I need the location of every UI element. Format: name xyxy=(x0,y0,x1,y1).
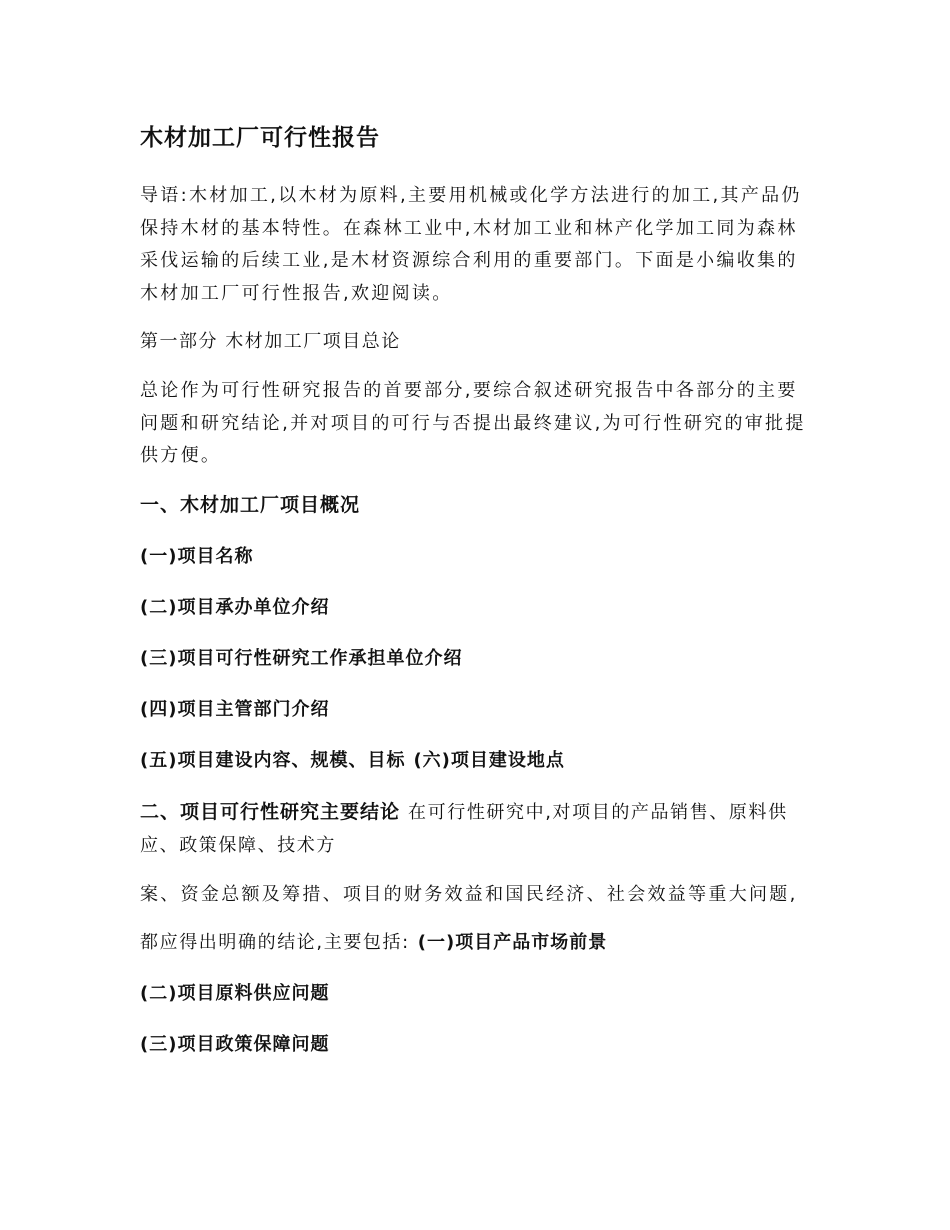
intro-paragraph: 导语:木材加工,以木材为原料,主要用机械或化学方法进行的加工,其产品仍保持木材的基本特性。在森林工业中,木材加工业和林产化学加工同为森林采伐运输的后续工业,是木材资源综合利用的重要部门。下面是小编收集的木材加工厂可行性报告,欢迎阅读。 xyxy=(140,185,802,304)
conclusion-item-1: (一)项目产品市场前景 xyxy=(417,932,608,953)
part-heading: 第一部分 木材加工厂项目总论 xyxy=(140,331,401,352)
document-title: 木材加工厂可行性报告 xyxy=(140,125,380,151)
summary-paragraph: 总论作为可行性研究报告的首要部分,要综合叙述研究报告中各部分的主要问题和研究结论,并对项目的可行与否提出最终建议,为可行性研究的审批提供方便。 xyxy=(140,380,806,466)
section-two-continuation: 案、资金总额及筹措、项目的财务效益和国民经济、社会效益等重大问题, xyxy=(140,883,798,905)
overview-item-3: (三)项目可行性研究工作承担单位介绍 xyxy=(140,647,463,669)
section-heading-conclusions: 二、项目可行性研究主要结论 xyxy=(140,800,401,823)
overview-item-4: (四)项目主管部门介绍 xyxy=(140,698,330,720)
section-heading-overview: 一、木材加工厂项目概况 xyxy=(140,493,361,516)
conclusion-item-3: (三)项目政策保障问题 xyxy=(140,1034,330,1055)
overview-item-5: (五)项目建设内容、规模、目标 xyxy=(140,749,406,771)
section-two-text: 在可行性研究中,对项目的产品销售、原料供应、政策保障、技术方 xyxy=(140,801,788,856)
conclusion-lead: 都应得出明确的结论,主要包括: xyxy=(140,932,410,953)
overview-item-5-6-line xyxy=(140,745,810,777)
overview-item-2: (二)项目承办单位介绍 xyxy=(140,596,330,618)
section-two-block xyxy=(140,796,810,862)
conclusion-item-2: (二)项目原料供应问题 xyxy=(140,983,330,1004)
overview-item-1: (一)项目名称 xyxy=(140,545,254,567)
conclusion-lead-line xyxy=(140,927,810,959)
overview-item-6: (六)项目建设地点 xyxy=(413,749,565,771)
